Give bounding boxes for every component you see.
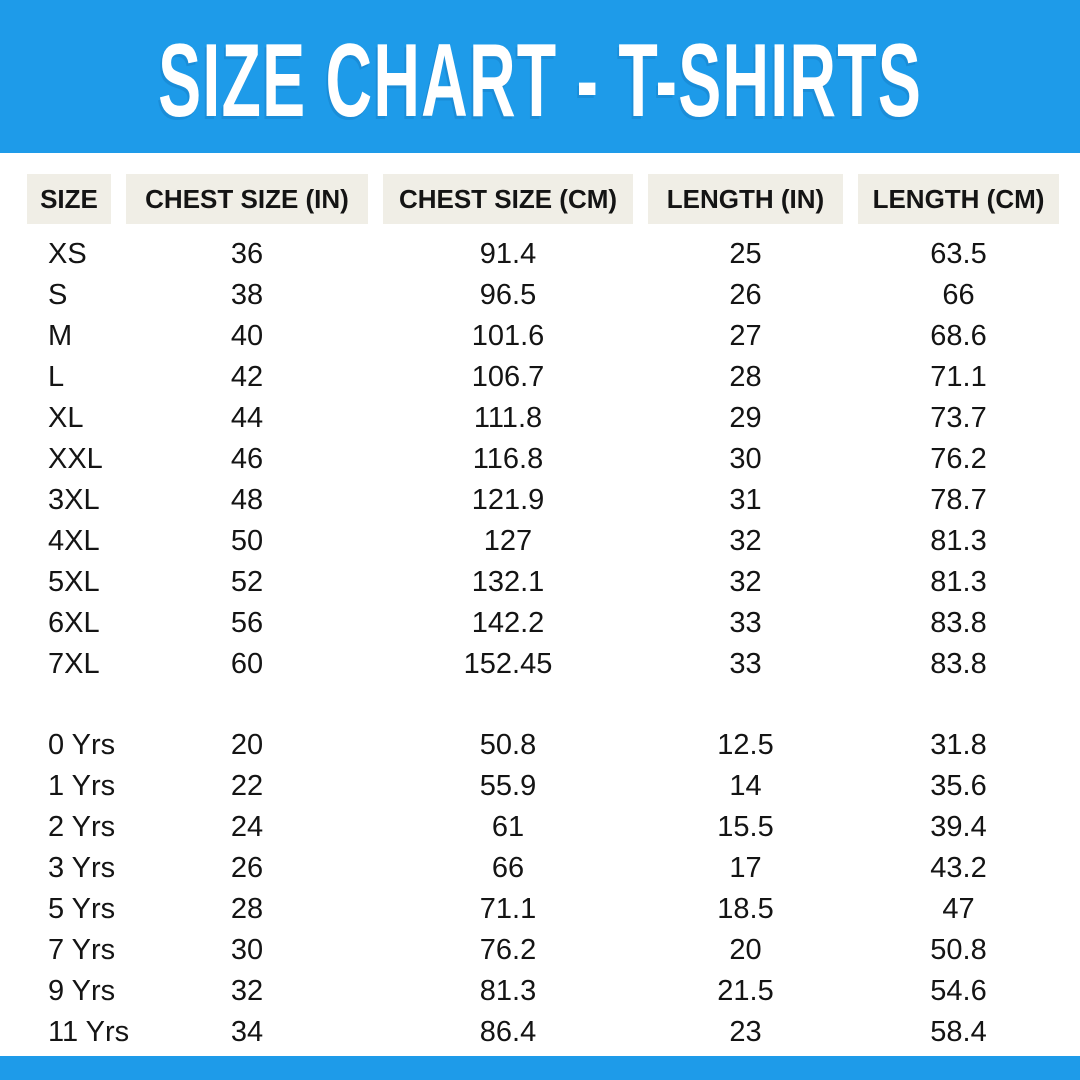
- table-cell: 33: [729, 607, 762, 639]
- table-cell: 76.2: [479, 934, 537, 966]
- table-cell: 96.5: [479, 279, 537, 311]
- table-cell: 50: [230, 525, 264, 557]
- table-cell: 71.1: [930, 361, 987, 393]
- table-cell: 32: [729, 566, 762, 598]
- table-cell: 4XL: [48, 525, 100, 557]
- kids-size-row: [0, 766, 1080, 807]
- adult-size-row: [0, 562, 1080, 603]
- table-cell: 38: [230, 279, 264, 311]
- table-cell: 33: [729, 648, 762, 680]
- table-cell: 31.8: [930, 729, 987, 761]
- kids-size-row: [0, 725, 1080, 766]
- table-cell: 25: [729, 238, 762, 270]
- table-cell: 3XL: [48, 484, 100, 516]
- table-cell: 1 Yrs: [48, 770, 116, 802]
- title-banner: [0, 0, 1080, 153]
- table-cell: 15.5: [717, 811, 774, 843]
- table-cell: 101.6: [471, 320, 545, 352]
- adult-size-row: [0, 480, 1080, 521]
- table-cell: 56: [230, 607, 264, 639]
- table-cell: 52: [230, 566, 264, 598]
- table-cell: 61: [491, 811, 525, 843]
- adult-size-rows: [0, 234, 1080, 685]
- kids-size-row: [0, 889, 1080, 930]
- table-cell: 43.2: [930, 852, 987, 884]
- kids-size-row: [0, 971, 1080, 1012]
- table-cell: 46: [230, 443, 264, 475]
- adult-size-row: [0, 234, 1080, 275]
- table-cell: 2 Yrs: [48, 811, 116, 843]
- table-cell: 23: [729, 1016, 762, 1048]
- table-cell: 40: [230, 320, 264, 352]
- table-cell: 86.4: [479, 1016, 537, 1048]
- table-cell: 12.5: [717, 729, 774, 761]
- table-cell: 17: [729, 852, 762, 884]
- adult-size-row: [0, 357, 1080, 398]
- table-cell: 73.7: [930, 402, 987, 434]
- table-cell: 54.6: [930, 975, 987, 1007]
- table-cell: 83.8: [930, 607, 987, 639]
- table-cell: 5XL: [48, 566, 100, 598]
- table-cell: 76.2: [930, 443, 987, 475]
- adult-size-row: [0, 316, 1080, 357]
- table-cell: 36: [230, 238, 264, 270]
- table-cell: 71.1: [479, 893, 537, 925]
- adult-size-row: [0, 398, 1080, 439]
- table-cell: 14: [729, 770, 762, 802]
- table-cell: 28: [230, 893, 264, 925]
- table-cell: XL: [48, 402, 84, 434]
- table-cell: 152.45: [463, 648, 553, 680]
- table-cell: 22: [230, 770, 264, 802]
- table-cell: 39.4: [930, 811, 987, 843]
- table-cell: 58.4: [930, 1016, 987, 1048]
- table-cell: 20: [230, 729, 264, 761]
- table-cell: 48: [230, 484, 264, 516]
- table-cell: 127: [483, 525, 533, 557]
- column-header-1: SIZE: [27, 174, 111, 224]
- table-cell: 91.4: [479, 238, 537, 270]
- table-cell: 50.8: [930, 934, 987, 966]
- table-cell: 111.8: [473, 402, 543, 434]
- table-cell: 83.8: [930, 648, 987, 680]
- table-cell: 66: [942, 279, 975, 311]
- table-cell: 11 Yrs: [48, 1016, 130, 1048]
- adult-size-row: [0, 603, 1080, 644]
- adult-size-row: [0, 644, 1080, 685]
- kids-size-row: [0, 930, 1080, 971]
- table-cell: 44: [230, 402, 264, 434]
- table-cell: 68.6: [930, 320, 987, 352]
- table-cell: 60: [230, 648, 264, 680]
- kids-size-row: [0, 848, 1080, 889]
- table-cell: 24: [230, 811, 264, 843]
- bottom-accent-bar: [0, 1056, 1080, 1080]
- table-cell: XS: [48, 238, 87, 270]
- table-cell: 63.5: [930, 238, 987, 270]
- adult-size-row: [0, 275, 1080, 316]
- column-header-4: LENGTH (IN): [648, 174, 843, 224]
- table-cell: L: [48, 361, 65, 393]
- table-cell: 26: [729, 279, 762, 311]
- table-cell: XXL: [48, 443, 103, 475]
- table-cell: 31: [729, 484, 762, 516]
- table-cell: 42: [230, 361, 264, 393]
- table-cell: M: [48, 320, 73, 352]
- kids-size-rows: [0, 725, 1080, 1053]
- table-cell: 66: [491, 852, 525, 884]
- table-cell: 32: [230, 975, 264, 1007]
- table-cell: 132.1: [471, 566, 545, 598]
- table-cell: 78.7: [930, 484, 987, 516]
- size-table: [0, 174, 1080, 1053]
- table-cell: 20: [729, 934, 762, 966]
- table-cell: 6XL: [48, 607, 100, 639]
- table-cell: 81.3: [930, 525, 987, 557]
- table-cell: 27: [729, 320, 762, 352]
- table-cell: 81.3: [930, 566, 987, 598]
- table-cell: 30: [729, 443, 762, 475]
- table-cell: 26: [230, 852, 264, 884]
- table-cell: 35.6: [930, 770, 987, 802]
- column-header-3: CHEST SIZE (CM): [383, 174, 633, 224]
- table-cell: 34: [230, 1016, 264, 1048]
- table-cell: 30: [230, 934, 264, 966]
- table-cell: 7 Yrs: [48, 934, 116, 966]
- table-cell: 18.5: [717, 893, 774, 925]
- table-cell: 121.9: [471, 484, 545, 516]
- table-cell: 142.2: [471, 607, 545, 639]
- table-cell: 9 Yrs: [48, 975, 116, 1007]
- kids-size-row: [0, 807, 1080, 848]
- table-cell: 0 Yrs: [48, 729, 116, 761]
- table-cell: 47: [942, 893, 975, 925]
- table-cell: 21.5: [717, 975, 774, 1007]
- table-cell: 81.3: [479, 975, 537, 1007]
- table-cell: 29: [729, 402, 762, 434]
- table-cell: 116.8: [472, 443, 544, 475]
- table-cell: 5 Yrs: [48, 893, 116, 925]
- column-header-2: CHEST SIZE (IN): [126, 174, 368, 224]
- table-cell: 7XL: [48, 648, 100, 680]
- adult-size-row: [0, 439, 1080, 480]
- table-cell: S: [48, 279, 68, 311]
- table-cell: 3 Yrs: [48, 852, 116, 884]
- page-title: SIZE CHART - T-SHIRTS: [158, 22, 922, 139]
- table-header-row: [0, 174, 1080, 224]
- adult-size-row: [0, 521, 1080, 562]
- table-cell: 50.8: [479, 729, 537, 761]
- table-cell: 106.7: [471, 361, 545, 393]
- table-cell: 28: [729, 361, 762, 393]
- table-cell: 32: [729, 525, 762, 557]
- kids-size-row: [0, 1012, 1080, 1053]
- table-cell: 55.9: [479, 770, 537, 802]
- column-header-5: LENGTH (CM): [858, 174, 1059, 224]
